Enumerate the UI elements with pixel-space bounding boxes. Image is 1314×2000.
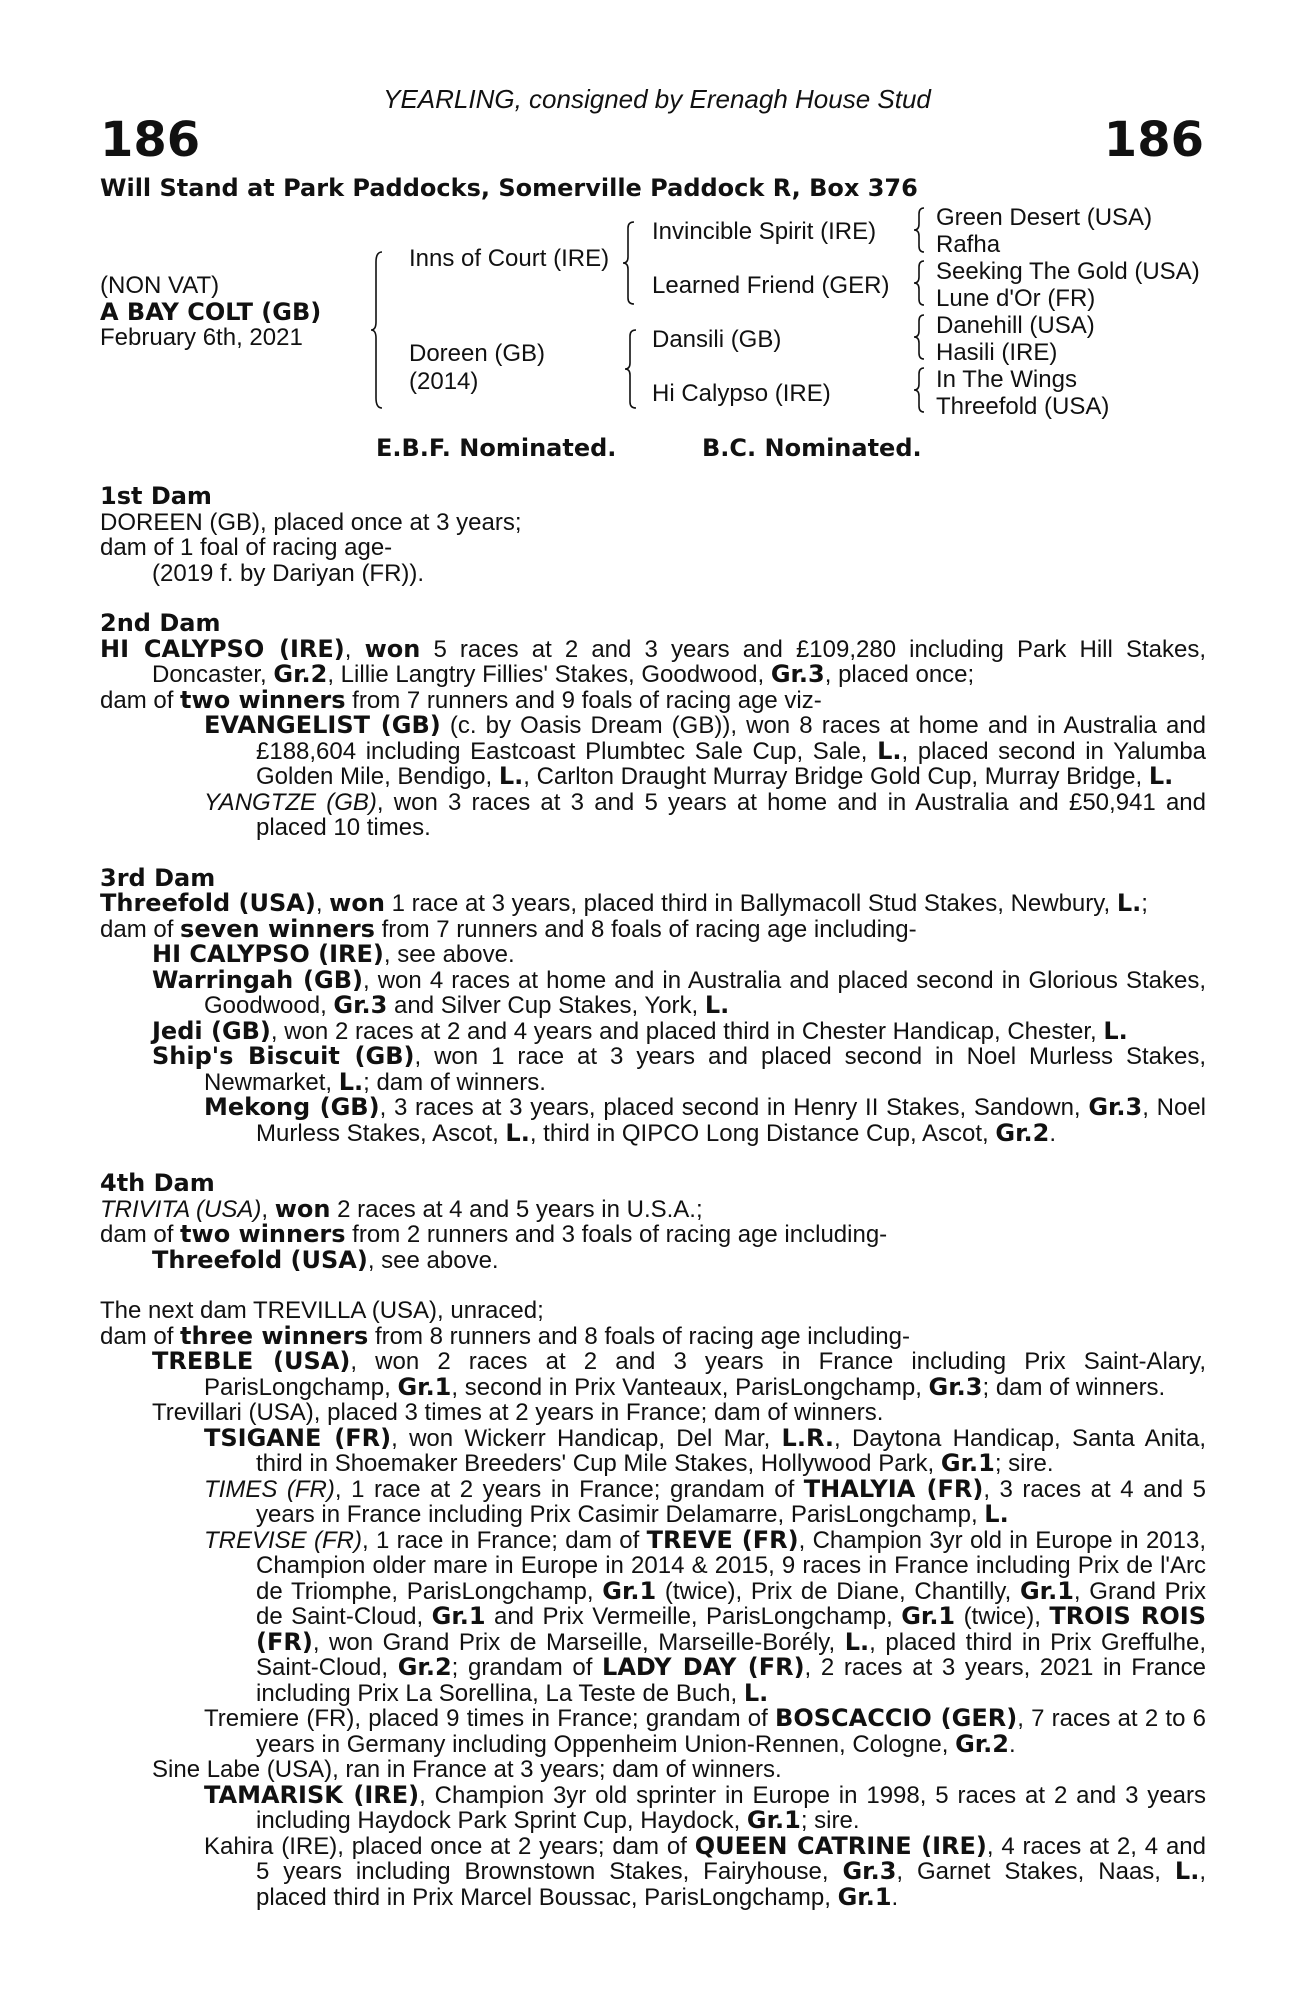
pedigree-sire-dam: Learned Friend (GER) — [652, 272, 890, 299]
bold-text: L. — [704, 991, 730, 1019]
text-run: , Daytona Handicap, Santa Anita, third in Shoemaker Breeders' Cup Mile Stakes, Hollywood Park, — [256, 1424, 1206, 1477]
text-run: , won 3 races at 3 and 5 years at home and in Australia and £50,941 and placed 10 times. — [256, 788, 1206, 841]
family-section — [100, 841, 1206, 1147]
bold-text: L. — [338, 1067, 364, 1096]
bold-text: L. — [1148, 762, 1174, 790]
text-run: , 1 race at 2 years in France; grandam of — [334, 1475, 804, 1503]
text-run: , — [344, 635, 365, 663]
section-gap — [100, 1273, 1206, 1298]
bold-text: LADY DAY (FR) — [602, 1653, 805, 1681]
bold-text: L. — [877, 736, 902, 765]
italic-text: TRIVITA (USA) — [100, 1195, 262, 1223]
text-run: ; dam of winners. — [982, 1373, 1166, 1401]
italic-text: TIMES (FR) — [204, 1475, 335, 1503]
text-run: Sine Labe (USA), ran in France at 3 years; dam of winners. — [152, 1756, 782, 1783]
text-run: (2019 f. by Dariyan (FR)). — [152, 559, 425, 587]
section-gap — [100, 586, 1206, 611]
text-run: , placed third in Prix Marcel Boussac, ParisLongchamp, — [256, 1858, 1206, 1911]
text-run: , 7 races at 2 to 6 years in Germany including Oppenheim Union-Rennen, Cologne, — [256, 1705, 1206, 1758]
bold-text: Warringah (GB) — [152, 965, 363, 994]
bold-text: Gr.3 — [333, 991, 388, 1019]
text-run: , won 4 races at home and in Australia and placed second in Glorious Stakes, Goodwood, — [204, 966, 1206, 1019]
family-paragraph — [100, 1706, 1206, 1757]
text-run: (c. by Oasis Dream (GB)), won 8 races at home and in Australia and £188,604 including Eastcoast Plumbtec Sale Cup, Sale, — [256, 712, 1207, 765]
section-heading: 2nd Dam — [100, 609, 221, 637]
text-run: , placed once; — [824, 661, 975, 688]
family-paragraph — [100, 685, 1206, 714]
bold-text: TREVE (FR) — [646, 1525, 799, 1554]
bold-text: won — [364, 634, 421, 663]
text-run: , won 1 race at 3 years and placed second in Noel Murless Stakes, Newmarket, — [204, 1043, 1206, 1096]
family-paragraph — [100, 1831, 1207, 1911]
pedigree-brace-g-d — [912, 366, 928, 414]
bold-text: Gr.1 — [901, 1602, 956, 1630]
bold-text: won — [274, 1194, 331, 1223]
bold-text: THALYIA (FR) — [803, 1474, 984, 1503]
bold-text: Mekong (GB) — [204, 1093, 380, 1121]
text-run: (twice), — [955, 1603, 1050, 1630]
text-run: . — [891, 1883, 899, 1911]
family-paragraph — [100, 561, 1206, 587]
text-run: , Champion 3yr old sprinter in Europe in 1998, 5 races at 2 and 3 years including Haydock Park Sprint Cup, Haydock, — [256, 1781, 1206, 1834]
bold-text: Threefold (USA) — [152, 1245, 368, 1274]
family-paragraph — [100, 1095, 1206, 1146]
family-paragraph — [100, 1044, 1206, 1095]
bc-nomination: B.C. Nominated. — [702, 434, 922, 462]
text-run: (twice), Prix de Diane, Chantilly, — [656, 1577, 1020, 1605]
vat-status: (NON VAT) — [100, 272, 220, 299]
family-paragraph — [100, 1222, 1206, 1248]
pedigree-ancestor: In The Wings — [936, 366, 1077, 393]
pedigree-sire: Inns of Court (IRE) — [409, 245, 610, 272]
pedigree-ancestor: Lune d'Or (FR) — [936, 285, 1096, 312]
text-run: , placed third in Prix Greffulhe, Saint-Cloud, — [256, 1628, 1206, 1681]
section-heading: 3rd Dam — [100, 863, 216, 892]
text-run: ; — [1141, 890, 1148, 917]
text-run: ; sire. — [994, 1450, 1054, 1477]
bold-text: L. — [844, 1627, 870, 1656]
family-paragraph — [100, 1525, 1207, 1707]
text-run: DOREEN (GB), placed once at 3 years; — [100, 508, 522, 536]
text-run: , won 2 races at 2 and 3 years in France including Prix Saint-Alary, ParisLongchamp, — [204, 1348, 1206, 1401]
text-run: , see above. — [383, 941, 515, 968]
family-details — [100, 484, 1206, 1910]
text-run: , 4 races at 2, 4 and 5 years including Brownstown Stakes, Fairyhouse, — [256, 1832, 1207, 1885]
text-run: from 2 runners and 3 foals of racing age including- — [345, 1221, 888, 1248]
pedigree-dam: Doreen (GB) — [409, 340, 546, 367]
family-paragraph — [100, 914, 1206, 943]
family-paragraph — [100, 1245, 1206, 1274]
family-paragraph — [100, 713, 1206, 790]
family-paragraph — [100, 1780, 1206, 1834]
bold-text: Gr.1 — [431, 1602, 486, 1630]
bold-text: Gr.2 — [273, 660, 328, 688]
text-run: , Lillie Langtry Fillies' Stakes, Goodwood, — [327, 661, 771, 688]
section-heading: 4th Dam — [100, 1169, 215, 1197]
pedigree-dam-dam: Hi Calypso (IRE) — [652, 380, 831, 407]
text-run: dam of — [100, 686, 181, 714]
text-run: , 3 races at 3 years, placed second in Henry II Stakes, Sandown, — [379, 1094, 1089, 1121]
bold-text: two winners — [180, 1220, 346, 1248]
family-paragraph — [100, 790, 1206, 841]
text-run: Kahira (IRE), placed once at 2 years; dam of — [204, 1832, 695, 1860]
family-paragraph — [100, 1474, 1207, 1528]
bold-text: Jedi (GB) — [152, 1016, 271, 1045]
family-paragraph — [100, 1423, 1206, 1477]
section-gap — [100, 841, 1206, 866]
text-run: , — [315, 890, 330, 917]
stand-location: Will Stand at Park Paddocks, Somerville Paddock R, Box 376 — [100, 174, 918, 202]
text-run: , 2 races at 3 years, 2021 in France including Prix La Sorellina, La Teste de Buch, — [256, 1654, 1206, 1707]
pedigree-sire-sire: Invincible Spirit (IRE) — [652, 218, 877, 245]
text-run: Trevillari (USA), placed 3 times at 2 years in France; dam of winners. — [152, 1399, 884, 1426]
text-run: . — [1049, 1119, 1057, 1147]
pedigree-brace-g-a — [912, 206, 928, 254]
family-section — [100, 1146, 1206, 1273]
text-run: , Grand Prix de Saint-Cloud, — [256, 1577, 1207, 1630]
family-section — [100, 1273, 1206, 1910]
bold-text: TREBLE (USA) — [152, 1347, 351, 1375]
bold-text: EVANGELIST (GB) — [204, 711, 441, 739]
family-paragraph — [100, 510, 1206, 536]
bold-text: L. — [498, 762, 524, 790]
bold-text: Gr.2 — [955, 1729, 1009, 1758]
text-run: , see above. — [367, 1246, 499, 1274]
text-run: , Champion 3yr old in Europe in 2013, Champion older mare in Europe in 2014 & 2015, 9 races in France including Prix de l'Arc de Triomphe, ParisLongchamp, — [256, 1526, 1207, 1605]
bold-text: Ship's Biscuit (GB) — [152, 1042, 415, 1070]
pedigree-ancestor: Seeking The Gold (USA) — [936, 258, 1200, 285]
bold-text: QUEEN CATRINE (IRE) — [694, 1831, 987, 1860]
bold-text: L. — [1103, 1016, 1128, 1045]
bold-text: Gr.1 — [602, 1576, 657, 1605]
family-paragraph — [100, 535, 1206, 561]
text-run: , third in QIPCO Long Distance Cup, Ascot, — [529, 1119, 996, 1147]
pedigree-ancestor: Hasili (IRE) — [936, 339, 1058, 366]
bold-text: Gr.1 — [940, 1449, 995, 1477]
text-run: , second in Prix Vanteaux, ParisLongchamp, — [451, 1373, 929, 1401]
bold-text: L.R. — [781, 1423, 834, 1452]
bold-text: Gr.3 — [770, 660, 825, 688]
text-run: , won 2 races at 2 and 4 years and placed third in Chester Handicap, Chester, — [270, 1017, 1104, 1045]
text-run: , 1 race in France; dam of — [361, 1526, 647, 1554]
text-run: 5 races at 2 and 3 years and £109,280 including Park Hill Stakes, Doncaster, — [152, 635, 1206, 688]
family-section — [100, 484, 1206, 586]
bold-text: Gr.3 — [1088, 1093, 1143, 1121]
family-paragraph — [100, 1194, 1206, 1223]
consignment-line: YEARLING, consigned by Erenagh House Stud — [383, 84, 931, 114]
bold-text: two winners — [180, 685, 346, 714]
family-paragraph — [100, 1321, 1206, 1350]
bold-text: L. — [1116, 889, 1142, 917]
pedigree-brace-g-c — [912, 313, 928, 361]
foaling-date: February 6th, 2021 — [100, 324, 303, 351]
bold-text: Gr.1 — [1019, 1576, 1074, 1605]
lot-number-left: 186 — [100, 112, 201, 168]
pedigree-brace-g-b — [912, 259, 928, 307]
bold-text: won — [329, 889, 385, 917]
family-paragraph — [100, 634, 1206, 688]
text-run: ; sire. — [800, 1807, 860, 1834]
pedigree-brace-parents — [370, 250, 390, 410]
text-run: from 7 runners and 9 foals of racing age viz- — [345, 686, 822, 714]
pedigree-dam-year: (2014) — [409, 368, 479, 395]
text-run: . — [1009, 1730, 1016, 1758]
text-run: 2 races at 4 and 5 years in U.S.A.; — [330, 1195, 703, 1223]
text-run: , Noel Murless Stakes, Ascot, — [256, 1094, 1206, 1147]
text-run: ; grandam of — [451, 1654, 603, 1681]
text-run: and Silver Cup Stakes, York, — [387, 992, 705, 1019]
bold-text: three winners — [180, 1321, 369, 1350]
pedigree-dam-sire: Dansili (GB) — [652, 326, 782, 353]
bold-text: L. — [1174, 1857, 1200, 1885]
family-paragraph — [100, 1349, 1206, 1400]
bold-text: HI CALYPSO (IRE) — [152, 940, 384, 968]
text-run: , placed second in Yalumba Golden Mile, Bendigo, — [256, 737, 1207, 790]
family-section — [100, 586, 1206, 841]
text-run: and Prix Vermeille, ParisLongchamp, — [485, 1603, 902, 1630]
lot-number-right: 186 — [1103, 112, 1204, 168]
bold-text: seven winners — [180, 914, 375, 943]
text-run: Tremiere (FR), placed 9 times in France; grandam of — [204, 1705, 776, 1732]
text-run: 1 race at 3 years, placed third in Ballymacoll Stud Stakes, Newbury, — [384, 890, 1117, 917]
pedigree-ancestor: Green Desert (USA) — [936, 204, 1153, 231]
text-run: , Carlton Draught Murray Bridge Gold Cup, Murray Bridge, — [523, 763, 1149, 790]
text-run: from 8 runners and 8 foals of racing age including- — [368, 1322, 910, 1350]
bold-text: L. — [743, 1678, 769, 1707]
bold-text: BOSCACCIO (GER) — [775, 1704, 1018, 1732]
bold-text: Gr.2 — [397, 1653, 452, 1681]
bold-text: L. — [984, 1500, 1009, 1528]
family-paragraph — [100, 1757, 1206, 1783]
family-paragraph — [100, 942, 1206, 968]
pedigree-brace-dam — [624, 328, 642, 410]
bold-text: HI CALYPSO (IRE) — [100, 634, 345, 663]
horse-name: A BAY COLT (GB) — [100, 298, 322, 326]
text-run: , — [261, 1195, 275, 1223]
bold-text: Gr.1 — [397, 1372, 452, 1401]
italic-text: TREVISE (FR) — [204, 1526, 362, 1554]
pedigree-brace-sire — [622, 220, 640, 306]
family-paragraph — [100, 1016, 1206, 1045]
bold-text: Threefold (USA) — [100, 889, 316, 917]
pedigree-ancestor: Danehill (USA) — [936, 312, 1095, 339]
bold-text: TAMARISK (IRE) — [204, 1780, 420, 1809]
text-run: dam of — [100, 915, 181, 943]
bold-text: Gr.1 — [746, 1806, 801, 1834]
text-run: The next dam TREVILLA (USA), unraced; — [100, 1297, 544, 1324]
bold-text: TSIGANE (FR) — [204, 1423, 392, 1452]
bold-text: Gr.3 — [842, 1857, 897, 1885]
pedigree-ancestor: Rafha — [936, 231, 1001, 258]
section-gap — [100, 1146, 1206, 1171]
bold-text: Gr.3 — [928, 1372, 983, 1401]
text-run: from 7 runners and 8 foals of racing age including- — [374, 915, 917, 943]
section-heading: 1st Dam — [100, 482, 212, 510]
bold-text: TROIS ROIS (FR) — [256, 1602, 1207, 1656]
text-run: , 3 races at 4 and 5 years in France including Prix Casimir Delamarre, ParisLongchamp, — [256, 1475, 1207, 1528]
text-run: , won Wickerr Handicap, Del Mar, — [391, 1424, 782, 1452]
ebf-nomination: E.B.F. Nominated. — [376, 434, 617, 462]
text-run: dam of — [100, 1322, 181, 1350]
family-paragraph — [100, 1298, 1206, 1324]
text-run: ; dam of winners. — [363, 1068, 546, 1096]
bold-text: Gr.2 — [995, 1118, 1050, 1147]
italic-text: YANGTZE (GB) — [204, 788, 377, 816]
text-run: , Garnet Stakes, Naas, — [896, 1858, 1175, 1885]
bold-text: L. — [505, 1118, 530, 1147]
pedigree-ancestor: Threefold (USA) — [936, 393, 1110, 420]
family-paragraph — [100, 965, 1206, 1019]
text-run: dam of — [100, 1221, 181, 1248]
text-run: dam of 1 foal of racing age- — [100, 534, 393, 561]
family-paragraph — [100, 1400, 1206, 1426]
family-paragraph — [100, 891, 1206, 917]
text-run: , won Grand Prix de Marseille, Marseille-Borély, — [312, 1628, 845, 1656]
bold-text: Gr.1 — [837, 1882, 892, 1911]
